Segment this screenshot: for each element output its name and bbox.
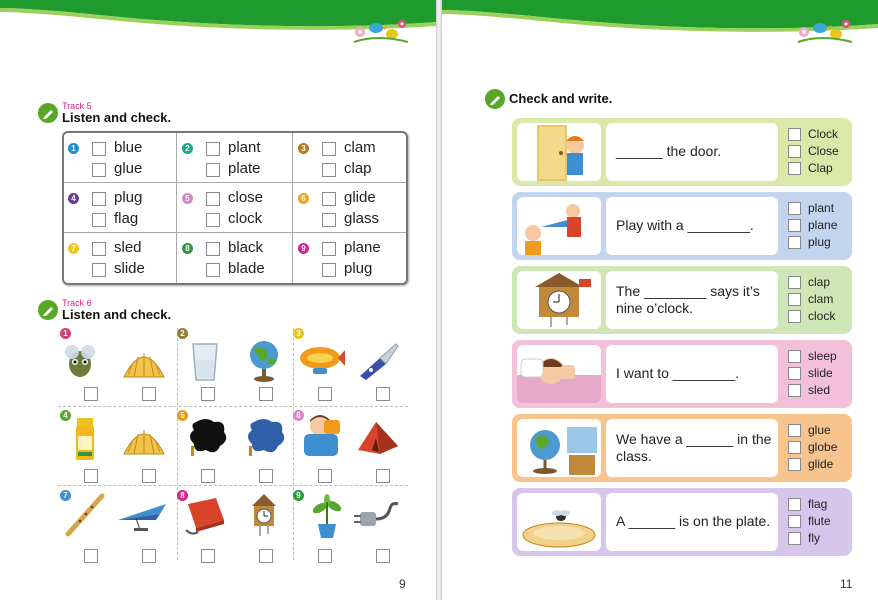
instruction: Listen and check. bbox=[62, 110, 172, 125]
number-badge: 9 bbox=[298, 243, 309, 254]
answer-checkbox[interactable] bbox=[206, 192, 220, 206]
picture-checkbox[interactable] bbox=[376, 549, 390, 563]
sentence-text: The ________ says it’s bbox=[616, 283, 760, 299]
option-word: fly bbox=[808, 531, 820, 545]
number-badge: 7 bbox=[60, 490, 71, 501]
picture-checkbox[interactable] bbox=[318, 549, 332, 563]
number-badge: 6 bbox=[293, 410, 304, 421]
instruction: Listen and check. bbox=[62, 307, 172, 322]
number-badge: 5 bbox=[182, 193, 193, 204]
pencil-icon bbox=[38, 103, 58, 123]
pencil-icon bbox=[485, 89, 505, 109]
black-splat-picture bbox=[186, 414, 230, 458]
instruction: Check and write. bbox=[509, 91, 613, 106]
plug-picture bbox=[354, 500, 400, 534]
option-checkbox[interactable] bbox=[788, 384, 801, 397]
option-checkbox[interactable] bbox=[788, 202, 801, 215]
answer-checkbox[interactable] bbox=[206, 163, 220, 177]
answer-checkbox[interactable] bbox=[322, 213, 336, 227]
word-group bbox=[182, 239, 290, 281]
option-checkbox[interactable] bbox=[788, 219, 801, 232]
answer-checkbox[interactable] bbox=[206, 213, 220, 227]
option-checkbox[interactable] bbox=[788, 293, 801, 306]
number-badge: 3 bbox=[298, 143, 309, 154]
choice-word: sled bbox=[114, 239, 142, 256]
word-check-grid bbox=[62, 131, 408, 285]
globe-picture bbox=[246, 338, 282, 384]
picture-checkbox[interactable] bbox=[84, 549, 98, 563]
answer-checkbox[interactable] bbox=[322, 192, 336, 206]
word-group bbox=[298, 139, 406, 181]
answer-checkbox[interactable] bbox=[92, 163, 106, 177]
picture-checkbox[interactable] bbox=[142, 549, 156, 563]
option-checkbox[interactable] bbox=[788, 532, 801, 545]
choice-word: clock bbox=[228, 210, 263, 227]
option-checkbox[interactable] bbox=[788, 162, 801, 175]
number-badge: 4 bbox=[68, 193, 79, 204]
answer-checkbox[interactable] bbox=[322, 242, 336, 256]
answer-checkbox[interactable] bbox=[92, 242, 106, 256]
choice-word: blade bbox=[228, 260, 265, 277]
option-word: flute bbox=[808, 514, 831, 528]
shell-picture bbox=[120, 343, 168, 383]
sleepy-boy-picture bbox=[517, 345, 601, 403]
choice-word: plane bbox=[344, 239, 381, 256]
choice-word: clam bbox=[344, 139, 376, 156]
option-word: plant bbox=[808, 201, 835, 215]
option-word: sleep bbox=[808, 349, 837, 363]
birds-flowers-decoration bbox=[352, 14, 410, 46]
option-word: plug bbox=[808, 235, 831, 249]
number-badge: 2 bbox=[182, 143, 193, 154]
picture-checkbox[interactable] bbox=[259, 469, 273, 483]
number-badge: 4 bbox=[60, 410, 71, 421]
blue-splat-picture bbox=[244, 414, 288, 458]
answer-checkbox[interactable] bbox=[92, 142, 106, 156]
number-badge: 3 bbox=[293, 328, 304, 339]
sentence-text: ______ the door. bbox=[616, 143, 722, 159]
picture-checkbox[interactable] bbox=[201, 549, 215, 563]
option-checkbox[interactable] bbox=[788, 145, 801, 158]
number-badge: 1 bbox=[68, 143, 79, 154]
page-number: 9 bbox=[399, 577, 406, 591]
glider-picture bbox=[116, 500, 170, 534]
exercise-row bbox=[512, 340, 852, 408]
answer-checkbox[interactable] bbox=[322, 163, 336, 177]
picture-checkbox[interactable] bbox=[142, 469, 156, 483]
exercise-row bbox=[512, 414, 852, 482]
picture-checkbox[interactable] bbox=[84, 469, 98, 483]
picture-checkbox[interactable] bbox=[259, 387, 273, 401]
number-badge: 8 bbox=[177, 490, 188, 501]
option-word: glue bbox=[808, 423, 831, 437]
picture-checkbox[interactable] bbox=[259, 549, 273, 563]
number-badge: 1 bbox=[60, 328, 71, 339]
option-word: Clap bbox=[808, 161, 833, 175]
picture-checkbox[interactable] bbox=[201, 387, 215, 401]
option-checkbox[interactable] bbox=[788, 458, 801, 471]
cuckoo-clock-picture bbox=[517, 271, 601, 329]
word-group bbox=[182, 189, 290, 231]
option-word: clock bbox=[808, 309, 836, 323]
glass-picture bbox=[188, 340, 222, 384]
answer-checkbox[interactable] bbox=[206, 242, 220, 256]
word-group bbox=[68, 189, 176, 231]
plant-picture bbox=[310, 494, 344, 540]
answer-checkbox[interactable] bbox=[322, 263, 336, 277]
answer-checkbox[interactable] bbox=[92, 263, 106, 277]
sentence-box bbox=[606, 419, 778, 477]
choice-word: close bbox=[228, 189, 264, 206]
globe-classroom-picture bbox=[517, 419, 601, 477]
choice-word: slide bbox=[114, 260, 145, 277]
answer-checkbox[interactable] bbox=[206, 142, 220, 156]
sentence-box bbox=[606, 493, 778, 551]
birds-flowers-decoration bbox=[796, 14, 854, 46]
blimp-picture bbox=[298, 340, 346, 382]
exercise-row bbox=[512, 488, 852, 556]
sentence-text: nine o’clock. bbox=[616, 300, 694, 316]
exercise-row bbox=[512, 192, 852, 260]
knife-picture bbox=[354, 340, 400, 382]
cuckoo-clock-picture bbox=[250, 492, 278, 540]
page-number: 11 bbox=[840, 577, 853, 591]
sentence-box bbox=[606, 123, 778, 181]
word-group bbox=[298, 239, 406, 281]
option-word: clap bbox=[808, 275, 831, 289]
option-word: clam bbox=[808, 292, 834, 306]
option-word: Close bbox=[808, 144, 839, 158]
option-checkbox[interactable] bbox=[788, 128, 801, 141]
picture-checkbox[interactable] bbox=[84, 387, 98, 401]
glue-stick-picture bbox=[72, 416, 98, 462]
check-write-heading bbox=[485, 89, 612, 109]
sentence-text: class. bbox=[616, 448, 652, 464]
picture-checkbox[interactable] bbox=[142, 387, 156, 401]
sentence-text: Play with a ________. bbox=[616, 217, 754, 233]
picture-checkbox[interactable] bbox=[318, 469, 332, 483]
option-word: glide bbox=[808, 457, 834, 471]
word-group bbox=[298, 189, 406, 231]
answer-checkbox[interactable] bbox=[92, 213, 106, 227]
picture-checkbox[interactable] bbox=[201, 469, 215, 483]
shell-picture bbox=[120, 420, 168, 460]
exercise-row bbox=[512, 266, 852, 334]
sentence-box bbox=[606, 271, 778, 329]
option-checkbox[interactable] bbox=[788, 236, 801, 249]
number-badge: 7 bbox=[68, 243, 79, 254]
option-checkbox[interactable] bbox=[788, 350, 801, 363]
choice-word: glide bbox=[344, 189, 376, 206]
sentence-text: A ______ is on the plate. bbox=[616, 513, 771, 529]
choice-word: glass bbox=[344, 210, 380, 227]
door-boy-picture bbox=[517, 123, 601, 181]
number-badge: 2 bbox=[177, 328, 188, 339]
choice-word: plant bbox=[228, 139, 261, 156]
toy-plane-picture bbox=[517, 197, 601, 255]
sentence-box bbox=[606, 197, 778, 255]
option-checkbox[interactable] bbox=[788, 441, 801, 454]
option-word: globe bbox=[808, 440, 838, 454]
section1-heading bbox=[38, 101, 171, 125]
option-word: sled bbox=[808, 383, 831, 397]
sentence-text: I want to ________. bbox=[616, 365, 739, 381]
picture-checkbox[interactable] bbox=[376, 387, 390, 401]
choice-word: blue bbox=[114, 139, 143, 156]
section2-heading bbox=[38, 298, 171, 322]
track-label: Track 5 bbox=[62, 101, 92, 111]
tent-picture bbox=[354, 416, 400, 456]
answer-checkbox[interactable] bbox=[92, 192, 106, 206]
answer-checkbox[interactable] bbox=[206, 263, 220, 277]
option-word: flag bbox=[808, 497, 828, 511]
option-word: slide bbox=[808, 366, 833, 380]
sleeping-boy-picture bbox=[300, 412, 344, 458]
answer-checkbox[interactable] bbox=[322, 142, 336, 156]
option-checkbox[interactable] bbox=[788, 276, 801, 289]
sentence-text: We have a ______ in the bbox=[616, 431, 772, 447]
track-label: Track 6 bbox=[62, 298, 92, 308]
choice-word: clap bbox=[344, 160, 372, 177]
choice-word: plug bbox=[344, 260, 373, 277]
exercise-row bbox=[512, 118, 852, 186]
option-word: plane bbox=[808, 218, 838, 232]
word-group bbox=[68, 239, 176, 281]
left-page bbox=[0, 0, 436, 600]
pencil-icon bbox=[38, 300, 58, 320]
number-badge: 8 bbox=[182, 243, 193, 254]
option-checkbox[interactable] bbox=[788, 367, 801, 380]
fly-picture bbox=[56, 340, 102, 382]
number-badge: 9 bbox=[293, 490, 304, 501]
choice-word: glue bbox=[114, 160, 143, 177]
word-group bbox=[182, 139, 290, 181]
red-sled-picture bbox=[184, 496, 228, 536]
picture-checkbox[interactable] bbox=[318, 387, 332, 401]
number-badge: 5 bbox=[177, 410, 188, 421]
option-checkbox[interactable] bbox=[788, 310, 801, 323]
sentence-box bbox=[606, 345, 778, 403]
choice-word: flag bbox=[114, 210, 139, 227]
number-badge: 6 bbox=[298, 193, 309, 204]
word-group bbox=[68, 139, 176, 181]
option-word: Clock bbox=[808, 127, 839, 141]
option-checkbox[interactable] bbox=[788, 515, 801, 528]
option-checkbox[interactable] bbox=[788, 498, 801, 511]
picture-checkbox[interactable] bbox=[376, 469, 390, 483]
choice-word: plug bbox=[114, 189, 143, 206]
fly-plate-picture bbox=[517, 493, 601, 551]
option-checkbox[interactable] bbox=[788, 424, 801, 437]
choice-word: plate bbox=[228, 160, 261, 177]
choice-word: black bbox=[228, 239, 264, 256]
